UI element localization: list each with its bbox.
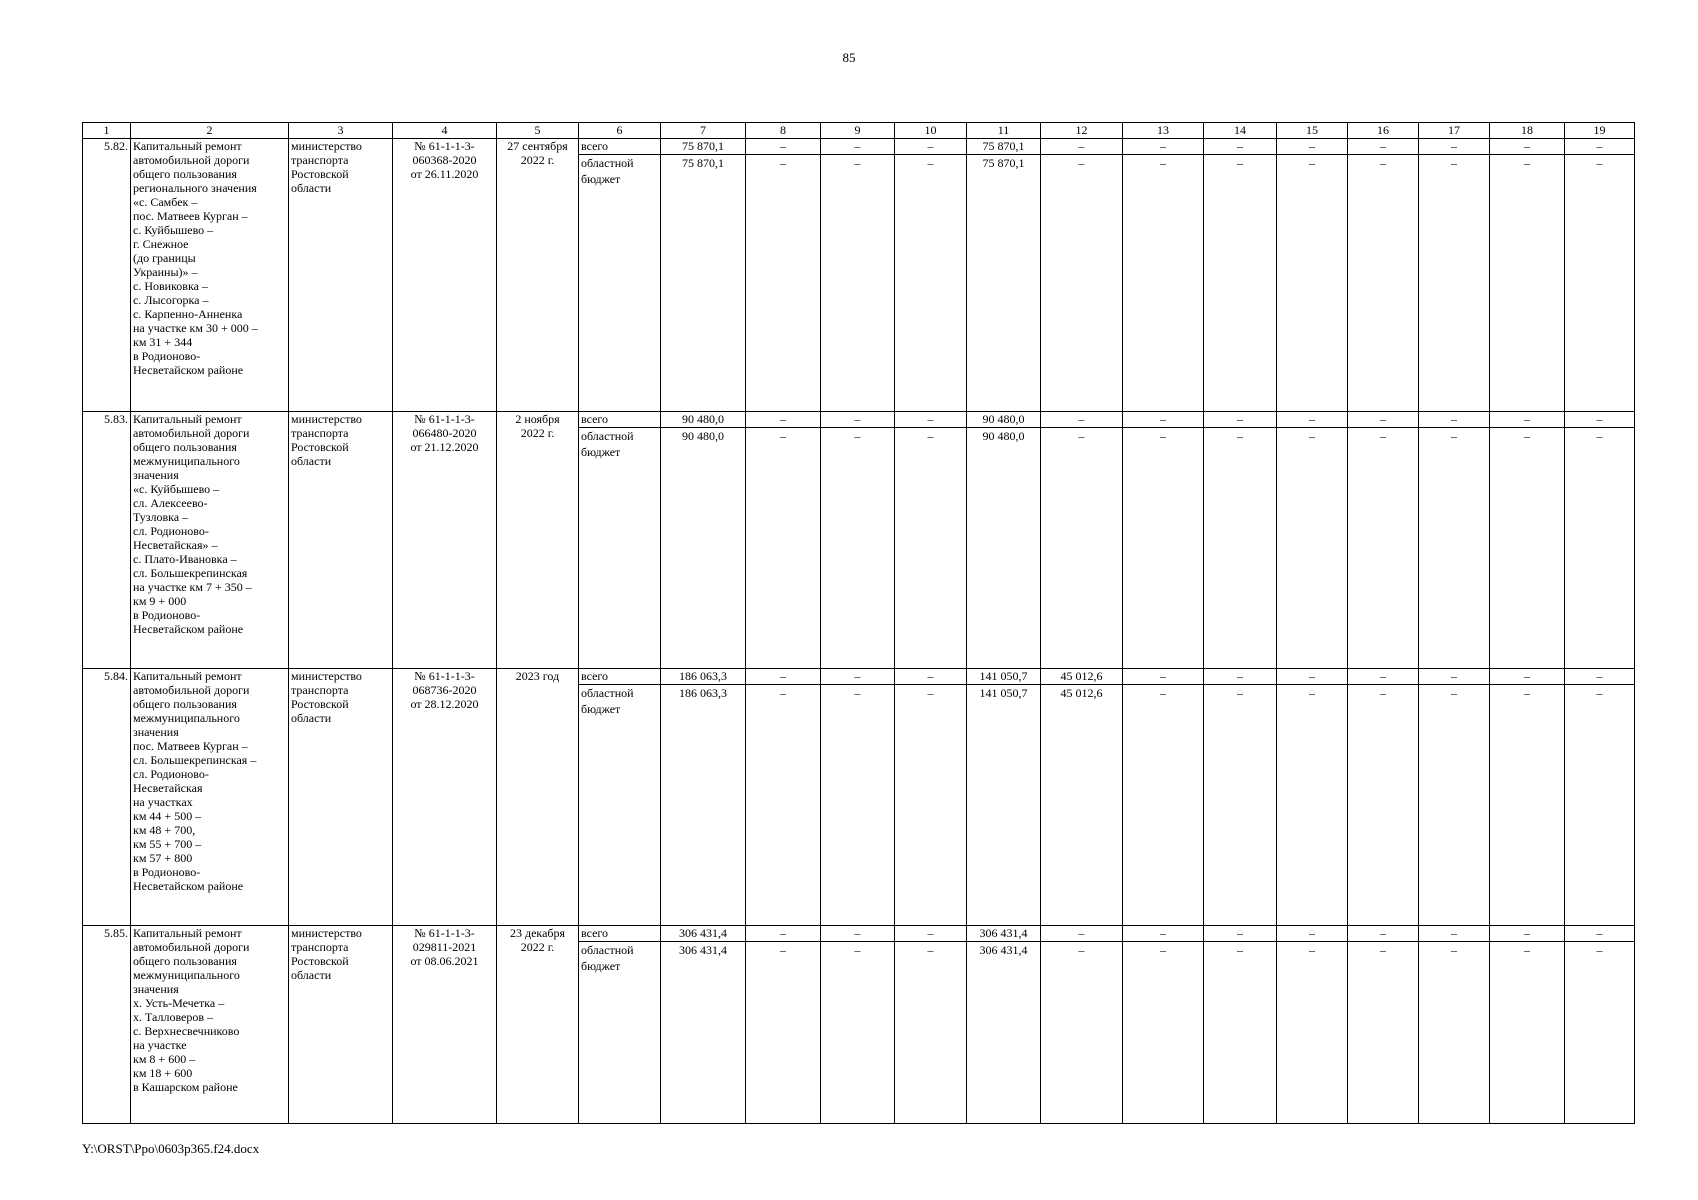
budget-value-col-8: – — [746, 685, 821, 926]
total-value-col-19: – — [1565, 669, 1635, 685]
header-col-17: 17 — [1419, 123, 1490, 139]
completion-date: 27 сентября 2022 г. — [497, 139, 579, 412]
row-number: 5.82. — [83, 139, 131, 412]
budget-value-col-19: – — [1565, 155, 1635, 412]
budget-value-col-9: – — [821, 428, 895, 669]
budget-value-col-9: – — [821, 155, 895, 412]
total-value-col-13: – — [1123, 139, 1204, 155]
source-budget: областной бюджет — [579, 428, 661, 669]
total-value-col-13: – — [1123, 669, 1204, 685]
source-budget: областной бюджет — [579, 685, 661, 926]
budget-value-col-18: – — [1490, 155, 1565, 412]
total-value-col-15: – — [1277, 412, 1348, 428]
total-value-col-14: – — [1204, 412, 1277, 428]
total-value-col-7: 186 063,3 — [661, 669, 746, 685]
budget-value-col-14: – — [1204, 428, 1277, 669]
total-value-col-15: – — [1277, 139, 1348, 155]
total-value-col-16: – — [1348, 926, 1419, 942]
header-col-19: 19 — [1565, 123, 1635, 139]
customer: министерство транспорта Ростовской области — [289, 412, 393, 669]
total-value-col-18: – — [1490, 926, 1565, 942]
budget-value-col-9: – — [821, 942, 895, 1124]
header-col-10: 10 — [895, 123, 967, 139]
object-name: Капитальный ремонт автомобильной дороги общего пользования межмуниципального значения х. Усть-Мечетка – х. Талловеров – с. Верхнесвечниково на участке км 8 + 600 – км 18 + 600 в Кашарском районе — [131, 926, 289, 1124]
budget-value-col-7: 306 431,4 — [661, 942, 746, 1124]
header-col-11: 11 — [967, 123, 1041, 139]
header-col-9: 9 — [821, 123, 895, 139]
budget-value-col-13: – — [1123, 685, 1204, 926]
total-value-col-13: – — [1123, 926, 1204, 942]
total-value-col-9: – — [821, 139, 895, 155]
total-value-col-14: – — [1204, 926, 1277, 942]
customer: министерство транспорта Ростовской области — [289, 669, 393, 926]
customer: министерство транспорта Ростовской области — [289, 139, 393, 412]
budget-value-col-12: – — [1041, 428, 1123, 669]
total-value-col-16: – — [1348, 412, 1419, 428]
total-value-col-16: – — [1348, 139, 1419, 155]
footer-file-path: Y:\ORST\Ppo\0603p365.f24.docx — [82, 1141, 260, 1156]
total-value-col-18: – — [1490, 412, 1565, 428]
budget-value-col-11: 141 050,7 — [967, 685, 1041, 926]
total-value-col-8: – — [746, 412, 821, 428]
budget-value-col-16: – — [1348, 428, 1419, 669]
total-value-col-9: – — [821, 926, 895, 942]
budget-value-col-16: – — [1348, 942, 1419, 1124]
header-col-8: 8 — [746, 123, 821, 139]
design-document: № 61-1-1-3- 029811-2021 от 08.06.2021 — [393, 926, 497, 1124]
budget-value-col-18: – — [1490, 942, 1565, 1124]
header-col-3: 3 — [289, 123, 393, 139]
budget-value-col-10: – — [895, 942, 967, 1124]
budget-value-col-13: – — [1123, 942, 1204, 1124]
design-document: № 61-1-1-3- 066480-2020 от 21.12.2020 — [393, 412, 497, 669]
total-value-col-9: – — [821, 412, 895, 428]
budget-value-col-15: – — [1277, 155, 1348, 412]
design-document: № 61-1-1-3- 068736-2020 от 28.12.2020 — [393, 669, 497, 926]
budget-value-col-12: – — [1041, 155, 1123, 412]
table-row — [83, 412, 1635, 428]
header-row — [83, 123, 1635, 139]
budget-value-col-7: 90 480,0 — [661, 428, 746, 669]
budget-value-col-16: – — [1348, 155, 1419, 412]
total-value-col-19: – — [1565, 412, 1635, 428]
total-value-col-10: – — [895, 412, 967, 428]
budget-value-col-11: 90 480,0 — [967, 428, 1041, 669]
total-value-col-19: – — [1565, 139, 1635, 155]
budget-value-col-14: – — [1204, 155, 1277, 412]
budget-value-col-17: – — [1419, 428, 1490, 669]
table-row — [83, 139, 1635, 155]
header-col-12: 12 — [1041, 123, 1123, 139]
header-col-6: 6 — [579, 123, 661, 139]
total-value-col-15: – — [1277, 669, 1348, 685]
budget-value-col-16: – — [1348, 685, 1419, 926]
budget-value-col-13: – — [1123, 428, 1204, 669]
total-value-col-12: – — [1041, 412, 1123, 428]
budget-value-col-19: – — [1565, 942, 1635, 1124]
total-value-col-18: – — [1490, 669, 1565, 685]
total-value-col-14: – — [1204, 139, 1277, 155]
header-col-4: 4 — [393, 123, 497, 139]
total-value-col-11: 141 050,7 — [967, 669, 1041, 685]
budget-value-col-8: – — [746, 942, 821, 1124]
header-col-14: 14 — [1204, 123, 1277, 139]
source-total: всего — [579, 139, 661, 155]
total-value-col-15: – — [1277, 926, 1348, 942]
design-document: № 61-1-1-3- 060368-2020 от 26.11.2020 — [393, 139, 497, 412]
row-number: 5.85. — [83, 926, 131, 1124]
row-number: 5.83. — [83, 412, 131, 669]
row-number: 5.84. — [83, 669, 131, 926]
total-value-col-10: – — [895, 669, 967, 685]
budget-value-col-17: – — [1419, 155, 1490, 412]
total-value-col-17: – — [1419, 412, 1490, 428]
total-value-col-7: 90 480,0 — [661, 412, 746, 428]
total-value-col-7: 75 870,1 — [661, 139, 746, 155]
header-col-16: 16 — [1348, 123, 1419, 139]
header-col-15: 15 — [1277, 123, 1348, 139]
budget-value-col-8: – — [746, 428, 821, 669]
total-value-col-8: – — [746, 669, 821, 685]
page-number: 85 — [842, 50, 856, 65]
budget-value-col-12: – — [1041, 942, 1123, 1124]
source-budget: областной бюджет — [579, 942, 661, 1124]
budget-value-col-10: – — [895, 685, 967, 926]
total-value-col-17: – — [1419, 669, 1490, 685]
budget-value-col-10: – — [895, 155, 967, 412]
total-value-col-16: – — [1348, 669, 1419, 685]
budget-value-col-11: 75 870,1 — [967, 155, 1041, 412]
budget-value-col-13: – — [1123, 155, 1204, 412]
budget-value-col-15: – — [1277, 428, 1348, 669]
completion-date: 2023 год — [497, 669, 579, 926]
budget-value-col-10: – — [895, 428, 967, 669]
total-value-col-11: 75 870,1 — [967, 139, 1041, 155]
budget-value-col-9: – — [821, 685, 895, 926]
total-value-col-7: 306 431,4 — [661, 926, 746, 942]
total-value-col-10: – — [895, 926, 967, 942]
table-row — [83, 669, 1635, 685]
source-total: всего — [579, 926, 661, 942]
total-value-col-9: – — [821, 669, 895, 685]
object-name: Капитальный ремонт автомобильной дороги общего пользования межмуниципального значения «с. Куйбышево – сл. Алексеево- Тузловка – сл. Родионово- Несветайская» – с. Плато-Ивановка – сл. Большекрепинская на участке км 7 + 350 – км 9 + 000 в Родионово- Несветайском районе — [131, 412, 289, 669]
header-col-5: 5 — [497, 123, 579, 139]
total-value-col-17: – — [1419, 926, 1490, 942]
source-total: всего — [579, 412, 661, 428]
total-value-col-19: – — [1565, 926, 1635, 942]
total-value-col-12: – — [1041, 139, 1123, 155]
budget-value-col-15: – — [1277, 942, 1348, 1124]
total-value-col-11: 306 431,4 — [967, 926, 1041, 942]
header-col-1: 1 — [83, 123, 131, 139]
table-row — [83, 926, 1635, 942]
budget-value-col-14: – — [1204, 942, 1277, 1124]
completion-date: 23 декабря 2022 г. — [497, 926, 579, 1124]
budget-value-col-17: – — [1419, 685, 1490, 926]
total-value-col-11: 90 480,0 — [967, 412, 1041, 428]
total-value-col-8: – — [746, 926, 821, 942]
budget-value-col-12: 45 012,6 — [1041, 685, 1123, 926]
header-col-7: 7 — [661, 123, 746, 139]
budget-value-col-7: 75 870,1 — [661, 155, 746, 412]
investment-table — [82, 122, 1635, 1124]
source-budget: областной бюджет — [579, 155, 661, 412]
header-col-18: 18 — [1490, 123, 1565, 139]
budget-value-col-11: 306 431,4 — [967, 942, 1041, 1124]
total-value-col-18: – — [1490, 139, 1565, 155]
total-value-col-12: 45 012,6 — [1041, 669, 1123, 685]
customer: министерство транспорта Ростовской области — [289, 926, 393, 1124]
total-value-col-12: – — [1041, 926, 1123, 942]
total-value-col-17: – — [1419, 139, 1490, 155]
object-name: Капитальный ремонт автомобильной дороги общего пользования регионального значения «с. Самбек – пос. Матвеев Курган – с. Куйбышево – г. Снежное (до границы Украины)» – с. Новиковка – с. Лысогорка – с. Карпенно-Анненка на участке км 30 + 000 – км 31 + 344 в Родионово- Несветайском районе — [131, 139, 289, 412]
header-col-2: 2 — [131, 123, 289, 139]
total-value-col-13: – — [1123, 412, 1204, 428]
source-total: всего — [579, 669, 661, 685]
total-value-col-14: – — [1204, 669, 1277, 685]
budget-value-col-18: – — [1490, 685, 1565, 926]
budget-value-col-15: – — [1277, 685, 1348, 926]
total-value-col-8: – — [746, 139, 821, 155]
budget-value-col-19: – — [1565, 685, 1635, 926]
budget-value-col-8: – — [746, 155, 821, 412]
budget-value-col-18: – — [1490, 428, 1565, 669]
header-col-13: 13 — [1123, 123, 1204, 139]
budget-value-col-17: – — [1419, 942, 1490, 1124]
budget-value-col-19: – — [1565, 428, 1635, 669]
object-name: Капитальный ремонт автомобильной дороги общего пользования межмуниципального значения пос. Матвеев Курган – сл. Большекрепинская – сл. Родионово- Несветайская на участках км 44 + 500 – км 48 + 700, км 55 + 700 – км 57 + 800 в Родионово- Несветайском районе — [131, 669, 289, 926]
completion-date: 2 ноября 2022 г. — [497, 412, 579, 669]
budget-value-col-14: – — [1204, 685, 1277, 926]
budget-value-col-7: 186 063,3 — [661, 685, 746, 926]
total-value-col-10: – — [895, 139, 967, 155]
